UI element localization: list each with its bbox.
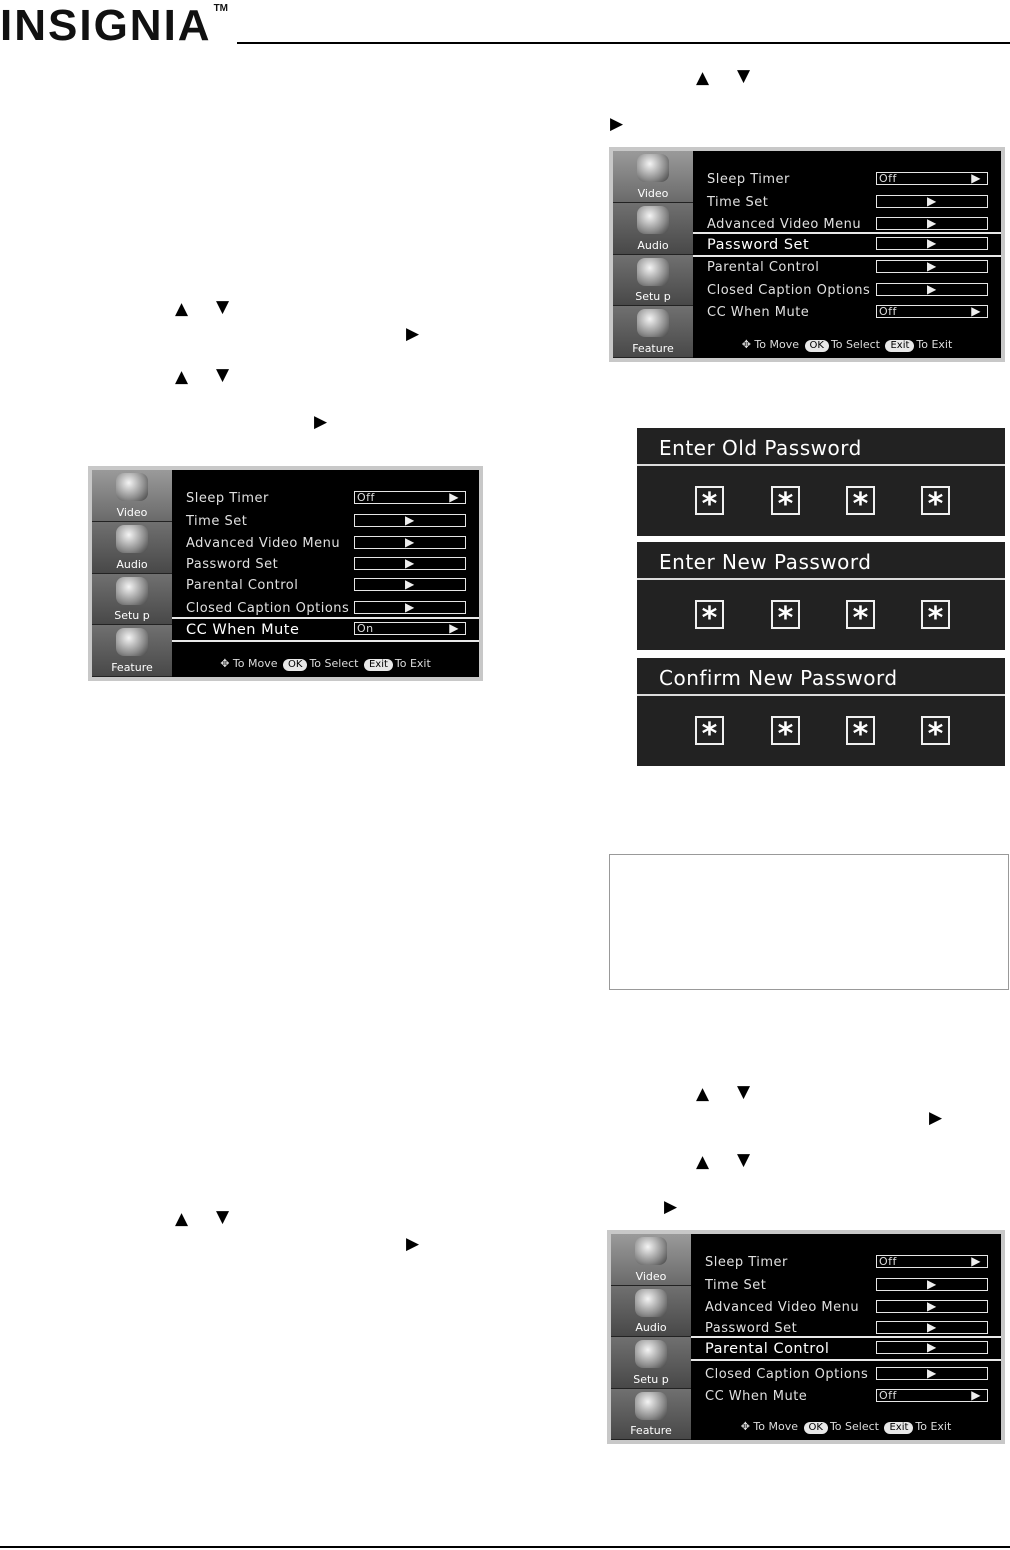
video-icon	[116, 473, 148, 501]
setup-icon	[116, 577, 148, 605]
speaker-icon	[116, 525, 148, 553]
sidebar-item-feature[interactable]: Feature	[613, 306, 693, 358]
up-arrow-icon: ▲	[696, 1084, 710, 1104]
feature-icon	[637, 309, 669, 337]
password-digit[interactable]: *	[921, 486, 950, 515]
menu-item-cc-when-mute[interactable]: CC When Mute Off ▶	[691, 1386, 1001, 1408]
password-digit[interactable]: *	[771, 486, 800, 515]
menu-item-closed-caption-options[interactable]: Closed Caption Options ▶	[691, 1364, 1001, 1386]
osd-help-bar: ✥ To Move OK To Select Exit To Exit	[741, 338, 953, 351]
sidebar-item-audio[interactable]: Audio	[92, 522, 172, 574]
confirm-new-password-panel	[637, 658, 1005, 766]
panel-title: Enter New Password	[637, 542, 1005, 580]
osd-sidebar	[92, 470, 172, 677]
password-digit[interactable]: *	[846, 486, 875, 515]
menu-item-password-set[interactable]: Password Set ▶	[691, 1318, 1001, 1340]
menu-item-sleep-timer[interactable]: Sleep Timer Off ▶	[691, 1252, 1001, 1274]
menu-item-password-set[interactable]: Password Set ▶	[693, 232, 1001, 257]
password-digit[interactable]: *	[921, 600, 950, 629]
password-digit[interactable]: *	[695, 486, 724, 515]
value-box: Off ▶	[876, 1255, 988, 1268]
down-arrow-icon: ▼	[737, 1150, 751, 1170]
setup-icon	[635, 1340, 667, 1368]
right-arrow-icon: ▶	[314, 412, 328, 432]
insignia-logo: INSIGNIA ™	[0, 1, 229, 50]
menu-item-parental-control[interactable]: Parental Control ▶	[693, 257, 1001, 279]
password-digit[interactable]: *	[771, 600, 800, 629]
down-arrow-icon: ▼	[216, 1207, 230, 1227]
move-icon: ✥	[220, 657, 230, 670]
menu-item-closed-caption-options[interactable]: Closed Caption Options ▶	[172, 598, 479, 620]
menu-item-cc-when-mute[interactable]: CC When Mute On ▶	[172, 617, 479, 642]
menu-item-password-set[interactable]: Password Set ▶	[172, 554, 479, 576]
osd-menu-cc-when-mute	[88, 466, 483, 681]
header-rule	[237, 42, 1010, 44]
value-box: Off ▶	[876, 172, 988, 185]
move-icon: ✥	[740, 1420, 750, 1433]
right-arrow-icon: ▶	[610, 114, 624, 134]
menu-item-closed-caption-options[interactable]: Closed Caption Options ▶	[693, 280, 1001, 302]
menu-item-advanced-video-menu[interactable]: Advanced Video Menu ▶	[693, 214, 1001, 236]
osd-sidebar	[613, 151, 693, 358]
menu-item-parental-control[interactable]: Parental Control ▶	[172, 575, 479, 597]
sidebar-item-audio[interactable]: Audio	[611, 1286, 691, 1338]
down-arrow-icon: ▼	[737, 1082, 751, 1102]
sidebar-item-setup[interactable]: Setu p	[613, 255, 693, 307]
feature-icon	[635, 1392, 667, 1420]
right-arrow-icon: ▶	[406, 1234, 420, 1254]
down-arrow-icon: ▼	[216, 365, 230, 385]
menu-item-parental-control[interactable]: Parental Control ▶	[691, 1336, 1001, 1361]
password-digit[interactable]: *	[771, 716, 800, 745]
osd-menu-parental-control	[607, 1230, 1005, 1444]
menu-item-sleep-timer[interactable]: Sleep Timer Off ▶	[172, 488, 479, 510]
password-digit[interactable]: *	[846, 716, 875, 745]
sidebar-item-feature[interactable]: Feature	[92, 625, 172, 677]
sidebar-item-audio[interactable]: Audio	[613, 203, 693, 255]
sidebar-item-video[interactable]: Video	[611, 1234, 691, 1286]
password-digit[interactable]: *	[846, 600, 875, 629]
sidebar-item-video[interactable]: Video	[613, 151, 693, 203]
setup-icon	[637, 258, 669, 286]
sidebar-item-feature[interactable]: Feature	[611, 1389, 691, 1441]
up-arrow-icon: ▲	[696, 1152, 710, 1172]
move-icon: ✥	[741, 338, 751, 351]
osd-menu-password-set	[609, 147, 1005, 362]
enter-new-password-panel	[637, 542, 1005, 650]
value-box: Off ▶	[354, 491, 466, 504]
right-arrow-icon: ▶	[406, 324, 420, 344]
menu-item-sleep-timer[interactable]: Sleep Timer Off ▶	[693, 169, 1001, 191]
down-arrow-icon: ▼	[216, 297, 230, 317]
password-digit[interactable]: *	[695, 600, 724, 629]
up-arrow-icon: ▲	[696, 68, 710, 88]
menu-item-time-set[interactable]: Time Set ▶	[691, 1275, 1001, 1297]
up-arrow-icon: ▲	[175, 299, 189, 319]
menu-item-cc-when-mute[interactable]: CC When Mute Off ▶	[693, 302, 1001, 324]
menu-item-time-set[interactable]: Time Set ▶	[693, 192, 1001, 214]
down-arrow-icon: ▼	[737, 66, 751, 86]
speaker-icon	[637, 206, 669, 234]
osd-help-bar: ✥ To Move OK To Select Exit To Exit	[220, 657, 431, 670]
value-box: Off ▶	[876, 305, 988, 318]
menu-item-advanced-video-menu[interactable]: Advanced Video Menu ▶	[172, 533, 479, 555]
menu-item-time-set[interactable]: Time Set ▶	[172, 511, 479, 533]
video-icon	[635, 1237, 667, 1265]
up-arrow-icon: ▲	[175, 367, 189, 387]
right-arrow-icon: ▶	[664, 1197, 678, 1217]
menu-item-advanced-video-menu[interactable]: Advanced Video Menu ▶	[691, 1297, 1001, 1319]
osd-help-bar: ✥ To Move OK To Select Exit To Exit	[740, 1420, 952, 1433]
enter-old-password-panel	[637, 428, 1005, 536]
value-box: Off ▶	[876, 1389, 988, 1402]
panel-title: Confirm New Password	[637, 658, 1005, 696]
up-arrow-icon: ▲	[175, 1209, 189, 1229]
password-digit[interactable]: *	[921, 716, 950, 745]
sidebar-item-video[interactable]: Video	[92, 470, 172, 522]
note-box	[609, 854, 1009, 990]
footer-rule	[0, 1546, 1010, 1548]
video-icon	[637, 154, 669, 182]
password-digit[interactable]: *	[695, 716, 724, 745]
feature-icon	[116, 628, 148, 656]
panel-title: Enter Old Password	[637, 428, 1005, 466]
right-arrow-icon: ▶	[929, 1108, 943, 1128]
speaker-icon	[635, 1289, 667, 1317]
sidebar-item-setup[interactable]: Setu p	[611, 1337, 691, 1389]
value-box: On ▶	[354, 622, 466, 635]
osd-sidebar	[611, 1234, 691, 1440]
sidebar-item-setup[interactable]: Setu p	[92, 574, 172, 626]
